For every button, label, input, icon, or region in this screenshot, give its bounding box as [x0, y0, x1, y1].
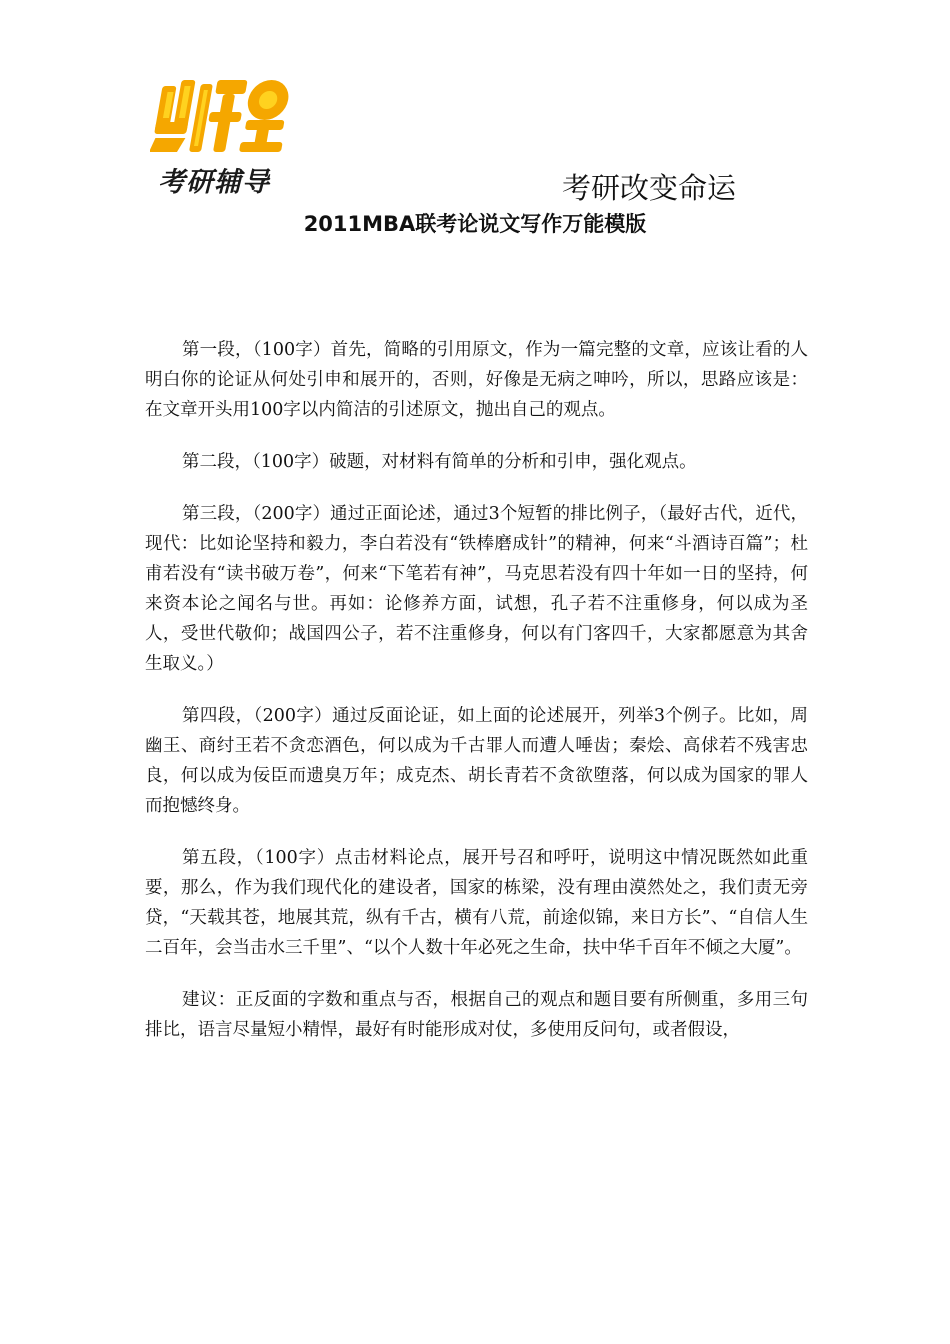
paragraph-4: 第四段，（200字）通过反面论证，如上面的论述展开，列举3个例子。比如，周幽王、商纣王若不贪恋酒色，何以成为千古罪人而遭人唾齿；秦烩、高俅若不残害忠良，何以成为佞臣而遗臭万年；成克杰、胡长青若不贪欲堕落，何以成为国家的罪人而抱憾终身。 [145, 706, 808, 816]
paragraph-5: 第五段，（100字）点击材料论点，展开号召和呼吁，说明这中情况既然如此重要，那么，作为我们现代化的建设者，国家的栋梁，没有理由漠然处之，我们责无旁贷，“天载其苍，地展其荒，纵有千古，横有八荒，前途似锦，来日方长”、“自信人生二百年，会当击水三千里”、“以个人数十年必死之生命，扶中华千百年不倾之大厦”。 [145, 848, 808, 958]
paragraph-advice: 建议：正反面的字数和重点与否，根据自己的观点和题目要有所侧重，多用三句排比，语言尽量短小精悍，最好有时能形成对仗，多使用反问句，或者假设， [145, 990, 808, 1040]
logo-subtitle: 考研辅导 [158, 167, 270, 198]
document-title: 2011MBA联考论说文写作万能模版 [303, 212, 647, 236]
slogan: 考研改变命运 [562, 171, 737, 205]
document-body [145, 335, 808, 1067]
paragraph-2: 第二段，（100字）破题，对材料有简单的分析和引申，强化观点。 [182, 452, 697, 472]
paragraph-3: 第三段，（200字）通过正面论述，通过3个短暂的排比例子，（最好古代，近代，现代：比如论坚持和毅力，李白若没有“铁棒磨成针”的精神，何来“斗酒诗百篇”；杜甫若没有“读书破万卷”，何来“下笔若有神”，马克思若没有四十年如一日的坚持，何来资本论之闻名与世。再如：论修养方面，试想，孔子若不注重修身，何以成为圣人，受世代敬仰；战国四公子，若不注重修身，何以有门客四千，大家都愿意为其舍生取义。） [145, 504, 808, 674]
kaicheng-logo-icon [150, 78, 300, 158]
kaicheng-logo [150, 78, 300, 196]
paragraph-1: 第一段，（100字）首先，简略的引用原文，作为一篇完整的文章，应该让看的人明白你的论证从何处引申和展开的，否则，好像是无病之呻吟，所以，思路应该是：在文章开头用100字以内简洁的引述原文，抛出自己的观点。 [145, 340, 808, 420]
